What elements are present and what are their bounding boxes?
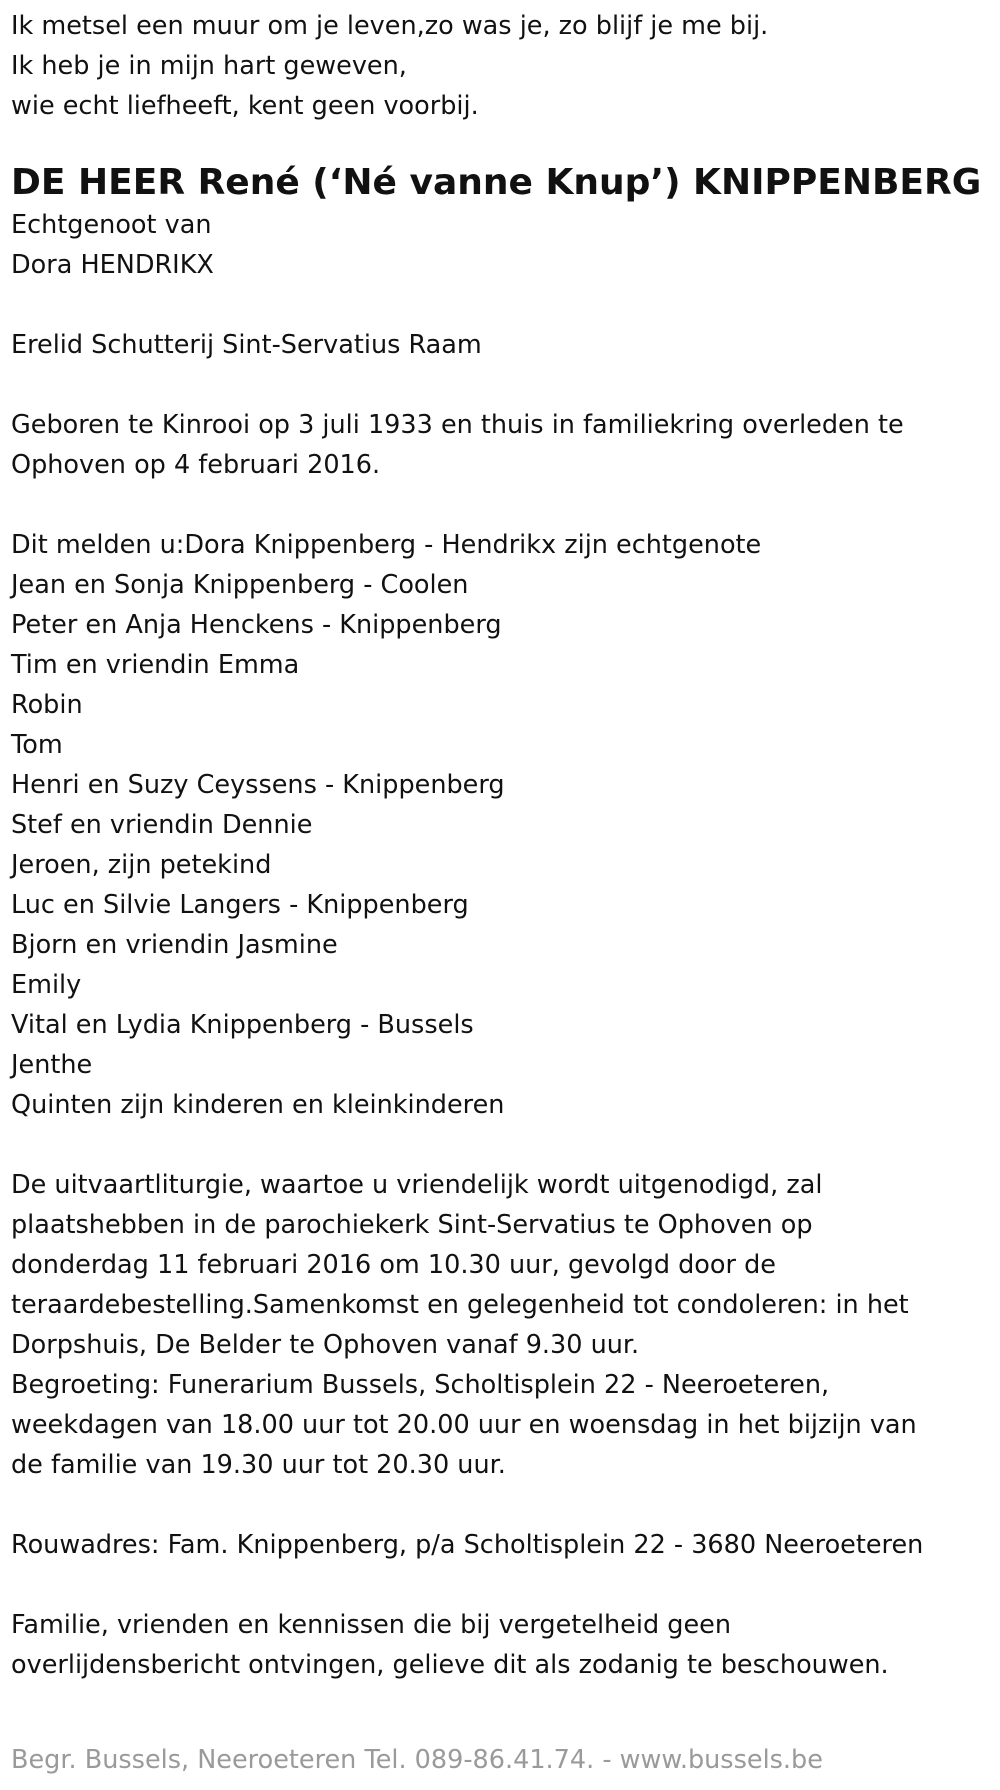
spacer (11, 285, 1000, 325)
spouse-line: Echtgenoot van (11, 210, 212, 240)
funeral-line: weekdagen van 18.00 uur tot 20.00 uur en woensdag in het bijzijn van (11, 1410, 917, 1440)
family-line: Tom (11, 730, 63, 760)
spacer (11, 365, 1000, 405)
family-line: Quinten zijn kinderen en kleinkinderen (11, 1090, 505, 1120)
spacer (11, 1565, 1000, 1605)
funeral-line: plaatshebben in de parochiekerk Sint-Servatius te Ophoven op (11, 1210, 813, 1240)
funeral-line: de familie van 19.30 uur tot 20.30 uur. (11, 1450, 506, 1480)
family-line: Luc en Silvie Langers - Knippenberg (11, 890, 469, 920)
spouse-line: Dora HENDRIKX (11, 250, 214, 280)
funeral-line: De uitvaartliturgie, waartoe u vriendelijk wordt uitgenodigd, zal (11, 1170, 823, 1200)
funeral-line: Dorpshuis, De Belder te Ophoven vanaf 9.30 uur. (11, 1330, 640, 1360)
funeral-line: donderdag 11 februari 2016 om 10.30 uur, gevolgd door de (11, 1250, 776, 1280)
family-line: Robin (11, 690, 83, 720)
spacer (11, 485, 1000, 525)
birth-death-line: Geboren te Kinrooi op 3 juli 1933 en thuis in familiekring overleden te (11, 410, 904, 440)
family-line: Peter en Anja Henckens - Knippenberg (11, 610, 502, 640)
family-line: Vital en Lydia Knippenberg - Bussels (11, 1010, 474, 1040)
family-line: Dit melden u:Dora Knippenberg - Hendrikx zijn echtgenote (11, 530, 762, 560)
funeral-line: teraardebestelling.Samenkomst en gelegenheid tot condoleren: in het (11, 1290, 909, 1320)
birth-death-section (11, 405, 1000, 485)
closing-line: overlijdensbericht ontvingen, gelieve dit als zodanig te beschouwen. (11, 1650, 889, 1680)
poem-line: Ik heb je in mijn hart geweven, (11, 51, 407, 81)
deceased-name: DE HEER René (‘Né vanne Knup’) KNIPPENBERG (11, 162, 982, 203)
family-line: Bjorn en vriendin Jasmine (11, 930, 338, 960)
poem (11, 0, 1000, 126)
poem-line: wie echt liefheeft, kent geen voorbij. (11, 91, 479, 121)
closing-line: Familie, vrienden en kennissen die bij vergetelheid geen (11, 1610, 731, 1640)
birth-death-line: Ophoven op 4 februari 2016. (11, 450, 381, 480)
family-line: Jean en Sonja Knippenberg - Coolen (11, 570, 469, 600)
honorary-membership: Erelid Schutterij Sint-Servatius Raam (11, 330, 482, 360)
spouse-section (11, 205, 1000, 285)
family-line: Stef en vriendin Dennie (11, 810, 313, 840)
mourning-address: Rouwadres: Fam. Knippenberg, p/a Scholtisplein 22 - 3680 Neeroeteren (11, 1530, 924, 1560)
family-line: Jenthe (11, 1050, 93, 1080)
family-line: Henri en Suzy Ceyssens - Knippenberg (11, 770, 505, 800)
funeral-home-footer: Begr. Bussels, Neeroeteren Tel. 089-86.41.74. - www.bussels.be (11, 1745, 823, 1775)
family-list (11, 525, 1000, 1125)
poem-line: Ik metsel een muur om je leven,zo was je, zo blijf je me bij. (11, 11, 769, 41)
closing-note (11, 1605, 1000, 1685)
family-line: Tim en vriendin Emma (11, 650, 300, 680)
family-line: Jeroen, zijn petekind (11, 850, 272, 880)
spacer (11, 1485, 1000, 1525)
funeral-line: Begroeting: Funerarium Bussels, Scholtisplein 22 - Neeroeteren, (11, 1370, 830, 1400)
spacer (11, 1125, 1000, 1165)
funeral-details (11, 1165, 1000, 1485)
family-line: Emily (11, 970, 82, 1000)
